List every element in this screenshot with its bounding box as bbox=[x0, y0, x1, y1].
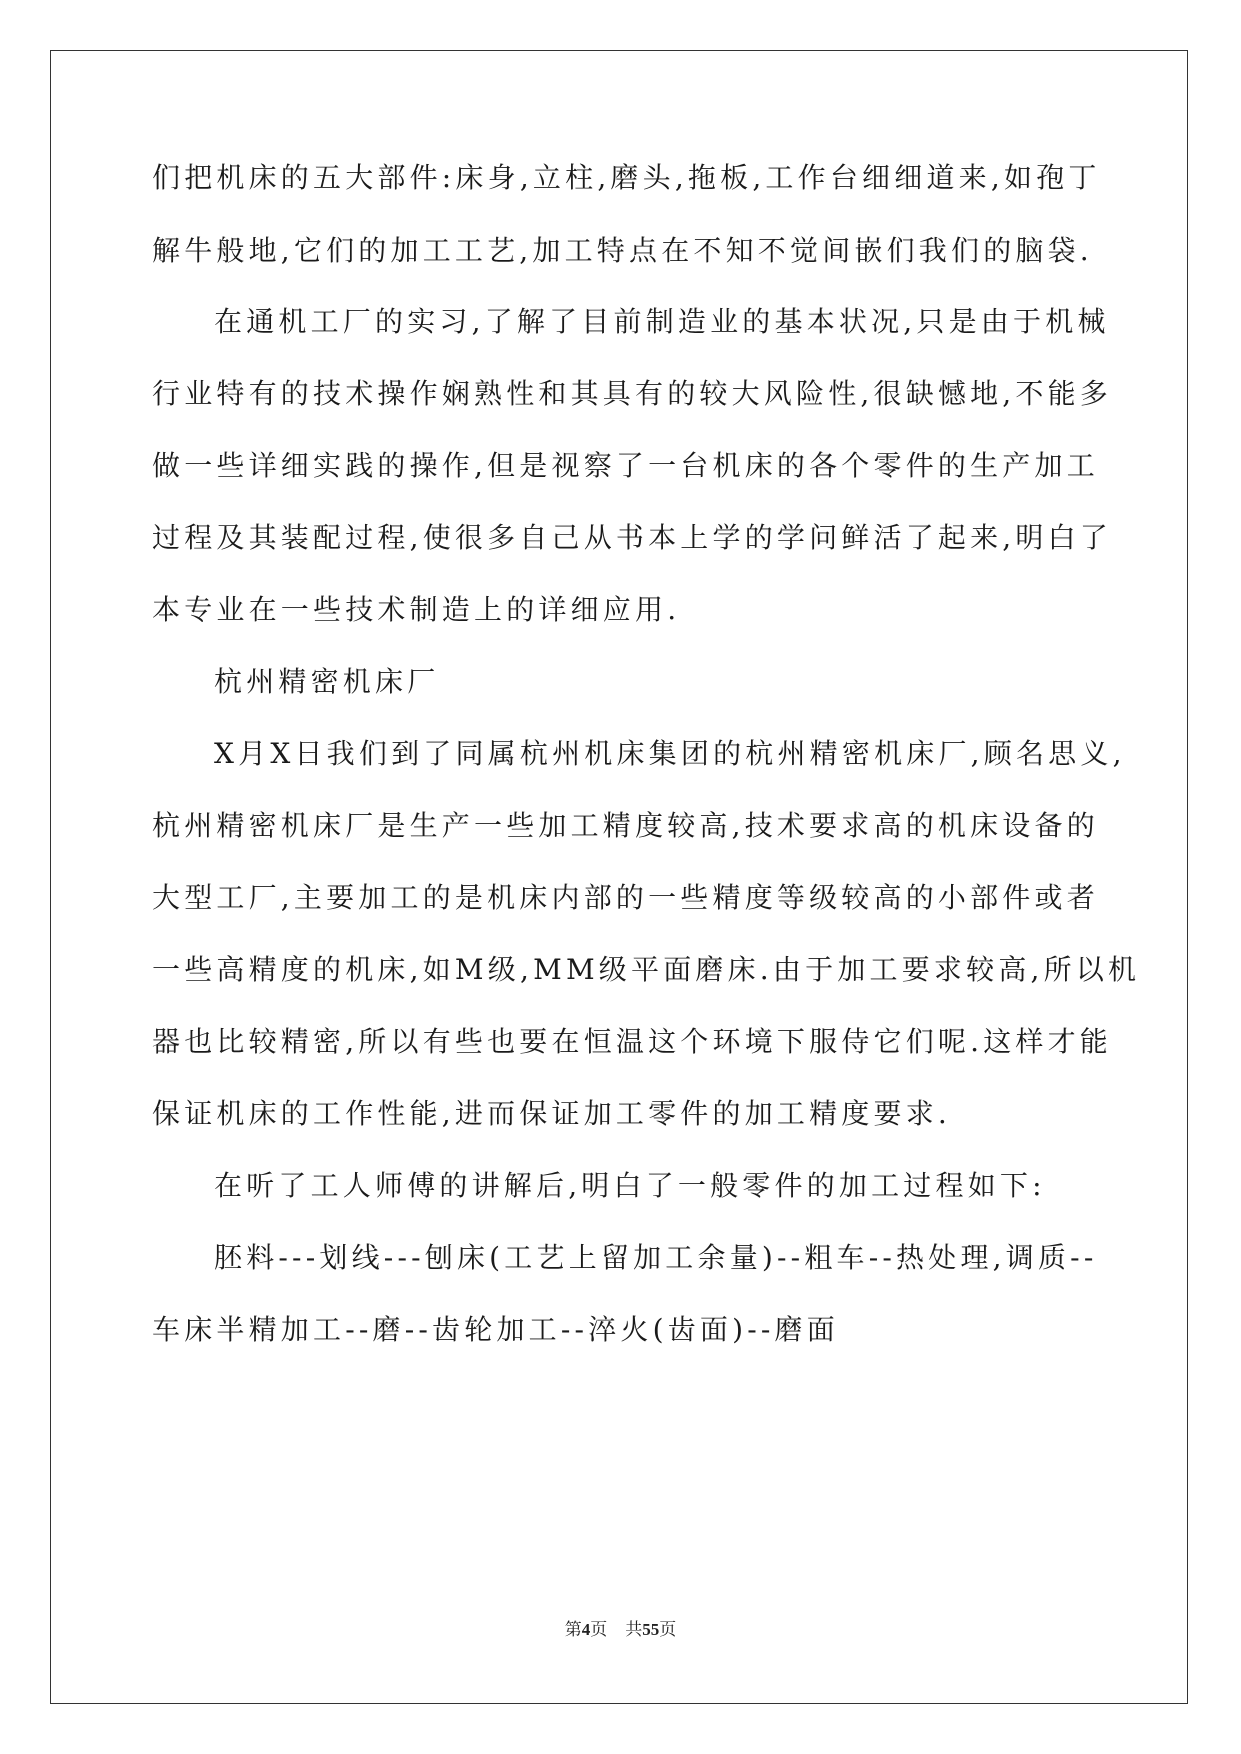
text-line: 行业特有的技术操作娴熟性和其具有的较大风险性,很缺憾地,不能多 bbox=[152, 377, 1113, 410]
paragraph-start-line: 胚料---划线---刨床(工艺上留加工余量)--粗车--热处理,调质-- bbox=[214, 1241, 1098, 1274]
footer-prefix: 第 bbox=[564, 1620, 582, 1639]
footer-total-prefix: 共 bbox=[625, 1620, 643, 1639]
text-line: 杭州精密机床厂是生产一些加工精度较高,技术要求高的机床设备的 bbox=[152, 809, 1099, 842]
text-line: 一些高精度的机床,如M级,MM级平面磨床.由于加工要求较高,所以机 bbox=[152, 953, 1141, 986]
footer-total-suffix: 页 bbox=[659, 1620, 677, 1639]
page-footer bbox=[0, 1615, 1241, 1640]
text-line: 过程及其装配过程,使很多自己从书本上学的学问鲜活了起来,明白了 bbox=[152, 521, 1113, 554]
total-page-count: 55 bbox=[642, 1620, 660, 1639]
current-page-number: 4 bbox=[581, 1620, 591, 1639]
text-line: 们把机床的五大部件:床身,立柱,磨头,拖板,工作台细细道来,如孢丁 bbox=[152, 161, 1101, 194]
text-line: 器也比较精密,所以有些也要在恒温这个环境下服侍它们呢.这样才能 bbox=[152, 1025, 1113, 1058]
text-line: 车床半精加工--磨--齿轮加工--淬火(齿面)--磨面 bbox=[152, 1313, 839, 1346]
footer-page-suffix: 页 bbox=[590, 1620, 608, 1639]
text-line: 解牛般地,它们的加工工艺,加工特点在不知不觉间嵌们我们的脑袋. bbox=[152, 234, 1093, 267]
paragraph-start-line: X月X日我们到了同属杭州机床集团的杭州精密机床厂,顾名思义, bbox=[214, 737, 1126, 770]
text-line: 做一些详细实践的操作,但是视察了一台机床的各个零件的生产加工 bbox=[152, 449, 1099, 482]
text-line: 本专业在一些技术制造上的详细应用. bbox=[152, 593, 681, 626]
text-line: 大型工厂,主要加工的是机床内部的一些精度等级较高的小部件或者 bbox=[152, 881, 1099, 914]
paragraph-start-line: 在听了工人师傅的讲解后,明白了一般零件的加工过程如下: bbox=[214, 1169, 1046, 1202]
page-border bbox=[50, 50, 1188, 1704]
text-line: 保证机床的工作性能,进而保证加工零件的加工精度要求. bbox=[152, 1097, 952, 1130]
section-heading: 杭州精密机床厂 bbox=[214, 665, 440, 698]
paragraph-start-line: 在通机工厂的实习,了解了目前制造业的基本状况,只是由于机械 bbox=[214, 305, 1110, 338]
